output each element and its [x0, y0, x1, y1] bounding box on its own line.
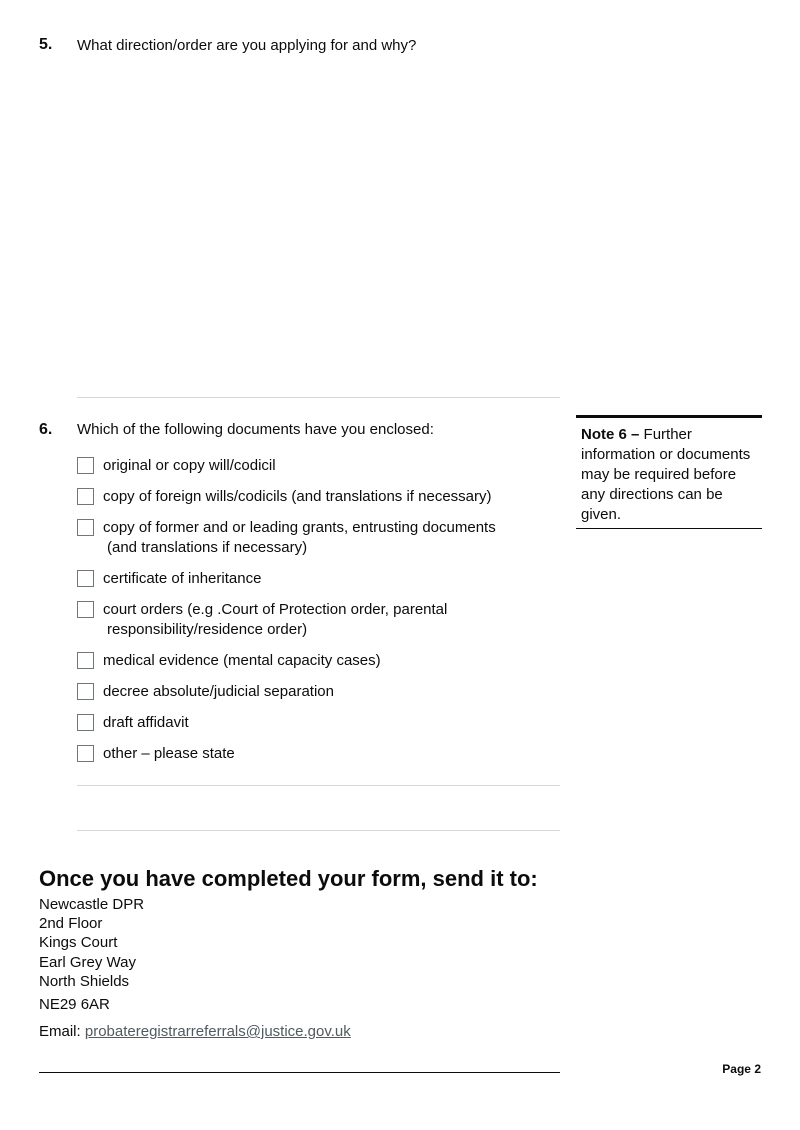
- option-label: certificate of inheritance: [103, 570, 262, 587]
- email-link[interactable]: probateregistrarreferrals@justice.gov.uk: [84, 1023, 351, 1040]
- postcode: NE29 6AR: [39, 996, 110, 1013]
- option-other: [77, 744, 557, 764]
- other-please-state-line-1[interactable]: [77, 785, 560, 786]
- send-to-heading: Once you have completed your form, send it to:: [39, 866, 538, 891]
- question-5-text: What direction/order are you applying for and why?: [77, 37, 417, 54]
- page-number: Page 2: [722, 1062, 761, 1076]
- checkbox-foreign-wills[interactable]: [77, 488, 94, 505]
- option-label: medical evidence (mental capacity cases): [103, 652, 381, 669]
- option-label: copy of foreign wills/codicils (and translations if necessary): [103, 488, 492, 505]
- checkbox-original-will[interactable]: [77, 457, 94, 474]
- option-court-orders: [77, 600, 557, 640]
- option-foreign-wills: [77, 487, 557, 507]
- checkbox-certificate-inheritance[interactable]: [77, 570, 94, 587]
- address-line: 2nd Floor: [39, 915, 103, 932]
- documents-checklist: [77, 456, 557, 764]
- option-original-will: [77, 456, 557, 476]
- question-5-answer-field[interactable]: [77, 64, 560, 398]
- question-6-number: 6.: [39, 421, 53, 438]
- option-former-grants: [77, 518, 557, 558]
- option-label-continued: responsibility/residence order): [107, 621, 308, 638]
- checkbox-draft-affidavit[interactable]: [77, 714, 94, 731]
- option-label: other – please state: [103, 745, 235, 762]
- checkbox-former-grants[interactable]: [77, 519, 94, 536]
- checkbox-medical-evidence[interactable]: [77, 652, 94, 669]
- option-label-continued: (and translations if necessary): [107, 539, 308, 556]
- option-label: original or copy will/codicil: [103, 457, 276, 474]
- other-please-state-line-2[interactable]: [77, 830, 560, 831]
- option-draft-affidavit: [77, 713, 557, 733]
- checkbox-decree-absolute[interactable]: [77, 683, 94, 700]
- note-6-text: Further information or documents may be required before any directions can be given.: [581, 426, 751, 523]
- address-line: North Shields: [39, 973, 130, 990]
- option-certificate-inheritance: [77, 569, 557, 589]
- email-label: Email:: [39, 1023, 81, 1040]
- note-6-box: [576, 415, 762, 529]
- option-label: decree absolute/judicial separation: [103, 683, 334, 700]
- checkbox-court-orders[interactable]: [77, 601, 94, 618]
- option-label: draft affidavit: [103, 714, 189, 731]
- checkbox-other[interactable]: [77, 745, 94, 762]
- question-6-text: Which of the following documents have you enclosed:: [77, 421, 434, 438]
- option-decree-absolute: [77, 682, 557, 702]
- address-line: Kings Court: [39, 934, 118, 951]
- email-line: [39, 1023, 351, 1040]
- question-5-number: 5.: [39, 36, 53, 53]
- address-line: Earl Grey Way: [39, 954, 136, 971]
- option-medical-evidence: [77, 651, 557, 671]
- option-label: court orders (e.g .Court of Protection order, parental: [103, 601, 448, 618]
- note-6-label: Note 6 –: [581, 426, 640, 443]
- option-label: copy of former and or leading grants, entrusting documents: [103, 519, 496, 536]
- address-line: Newcastle DPR: [39, 896, 145, 913]
- footer-divider: [39, 1072, 560, 1073]
